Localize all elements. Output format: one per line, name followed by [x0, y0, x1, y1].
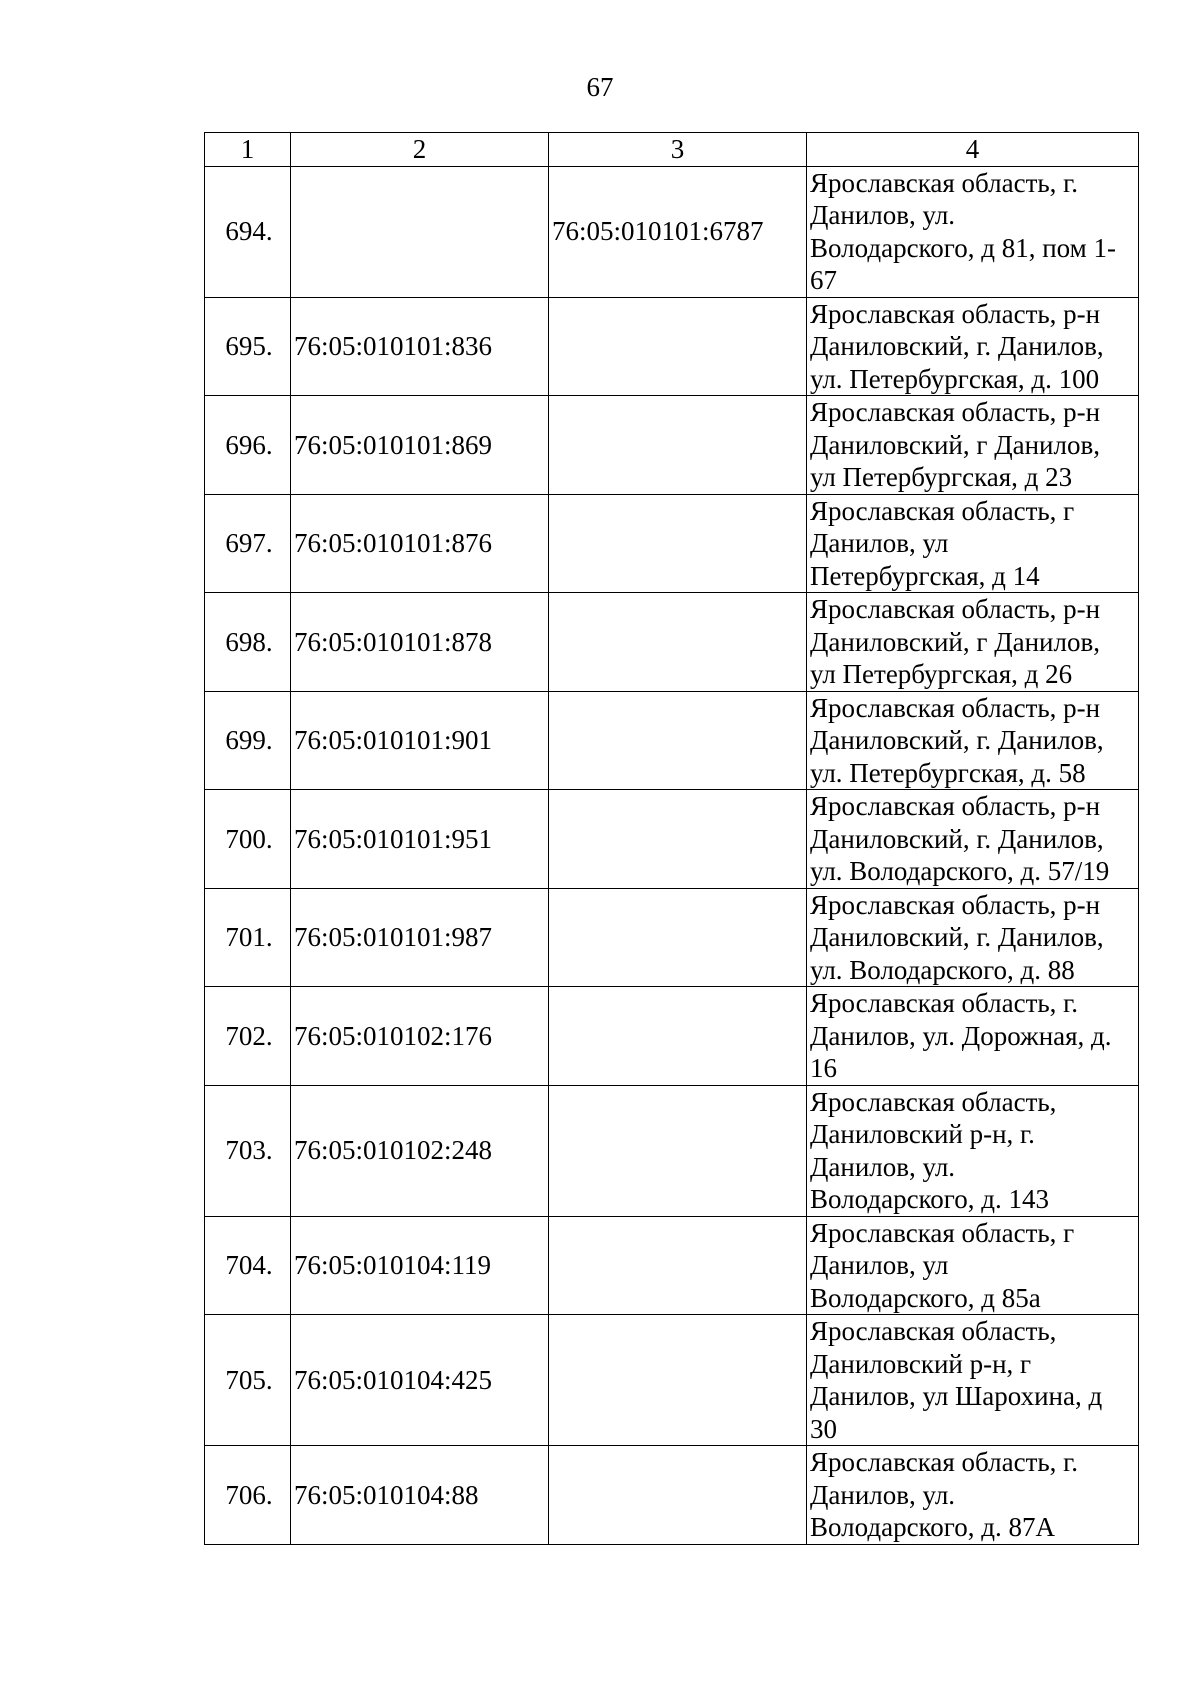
cadastral-number-land: 76:05:010101:901: [291, 691, 549, 790]
cadastral-number-building: [549, 1315, 807, 1446]
row-number: 701.: [205, 888, 291, 987]
cadastral-number-land: 76:05:010101:876: [291, 494, 549, 593]
table-row: [205, 396, 1139, 495]
row-number: 696.: [205, 396, 291, 495]
table-row: [205, 888, 1139, 987]
table-row: [205, 691, 1139, 790]
cadastral-number-land: 76:05:010104:119: [291, 1216, 549, 1315]
row-number: 699.: [205, 691, 291, 790]
cadastral-number-building: [549, 987, 807, 1086]
address: Ярославская область, г. Данилов, ул. Володарского, д. 87А: [807, 1446, 1139, 1545]
cadastral-number-land: 76:05:010102:248: [291, 1085, 549, 1216]
header-row: [205, 133, 1139, 167]
cadastral-number-land: 76:05:010101:951: [291, 790, 549, 889]
table-body: [205, 166, 1139, 1544]
table-row: [205, 987, 1139, 1086]
header-cell-2: 2: [291, 133, 549, 167]
cadastral-number-land: 76:05:010104:88: [291, 1446, 549, 1545]
address: Ярославская область, р-н Даниловский, г Данилов, ул Петербургская, д 23: [807, 396, 1139, 495]
address: Ярославская область, г Данилов, ул Володарского, д 85а: [807, 1216, 1139, 1315]
address: Ярославская область, г. Данилов, ул. Володарского, д 81, пом 1- 67: [807, 166, 1139, 297]
table-row: [205, 1085, 1139, 1216]
cadastral-number-land: 76:05:010102:176: [291, 987, 549, 1086]
cadastral-number-land: 76:05:010101:836: [291, 297, 549, 396]
cadastral-number-building: [549, 593, 807, 692]
address: Ярославская область, р-н Даниловский, г. Данилов, ул. Володарского, д. 88: [807, 888, 1139, 987]
cadastral-number-land: 76:05:010104:425: [291, 1315, 549, 1446]
registry-table: [204, 132, 1139, 1545]
row-number: 698.: [205, 593, 291, 692]
row-number: 706.: [205, 1446, 291, 1545]
cadastral-number-land: 76:05:010101:878: [291, 593, 549, 692]
header-cell-3: 3: [549, 133, 807, 167]
table-row: [205, 1315, 1139, 1446]
cadastral-number-building: 76:05:010101:6787: [549, 166, 807, 297]
row-number: 705.: [205, 1315, 291, 1446]
address: Ярославская область, Даниловский р-н, г. Данилов, ул. Володарского, д. 143: [807, 1085, 1139, 1216]
row-number: 704.: [205, 1216, 291, 1315]
table-row: [205, 494, 1139, 593]
row-number: 694.: [205, 166, 291, 297]
table-row: [205, 1216, 1139, 1315]
address: Ярославская область, г Данилов, ул Петербургская, д 14: [807, 494, 1139, 593]
table-row: [205, 790, 1139, 889]
address: Ярославская область, р-н Даниловский, г. Данилов, ул. Петербургская, д. 58: [807, 691, 1139, 790]
cadastral-number-land: 76:05:010101:869: [291, 396, 549, 495]
address: Ярославская область, р-н Даниловский, г Данилов, ул Петербургская, д 26: [807, 593, 1139, 692]
address: Ярославская область, р-н Даниловский, г. Данилов, ул. Петербургская, д. 100: [807, 297, 1139, 396]
page-number: 67: [586, 72, 614, 102]
address: Ярославская область, Даниловский р-н, г Данилов, ул Шарохина, д 30: [807, 1315, 1139, 1446]
address: Ярославская область, г. Данилов, ул. Дорожная, д. 16: [807, 987, 1139, 1086]
cadastral-number-building: [549, 396, 807, 495]
cadastral-number-building: [549, 1216, 807, 1315]
cadastral-number-building: [549, 1085, 807, 1216]
cadastral-number-land: [291, 166, 549, 297]
cadastral-number-building: [549, 297, 807, 396]
address: Ярославская область, р-н Даниловский, г. Данилов, ул. Володарского, д. 57/19: [807, 790, 1139, 889]
row-number: 703.: [205, 1085, 291, 1216]
cadastral-number-building: [549, 1446, 807, 1545]
table-row: [205, 166, 1139, 297]
row-number: 702.: [205, 987, 291, 1086]
cadastral-number-building: [549, 888, 807, 987]
row-number: 697.: [205, 494, 291, 593]
row-number: 695.: [205, 297, 291, 396]
row-number: 700.: [205, 790, 291, 889]
cadastral-number-building: [549, 691, 807, 790]
table-row: [205, 1446, 1139, 1545]
header-cell-4: 4: [807, 133, 1139, 167]
header-cell-1: 1: [205, 133, 291, 167]
table-row: [205, 593, 1139, 692]
table-header: [205, 133, 1139, 167]
cadastral-number-building: [549, 494, 807, 593]
cadastral-number-land: 76:05:010101:987: [291, 888, 549, 987]
table-row: [205, 297, 1139, 396]
cadastral-number-building: [549, 790, 807, 889]
